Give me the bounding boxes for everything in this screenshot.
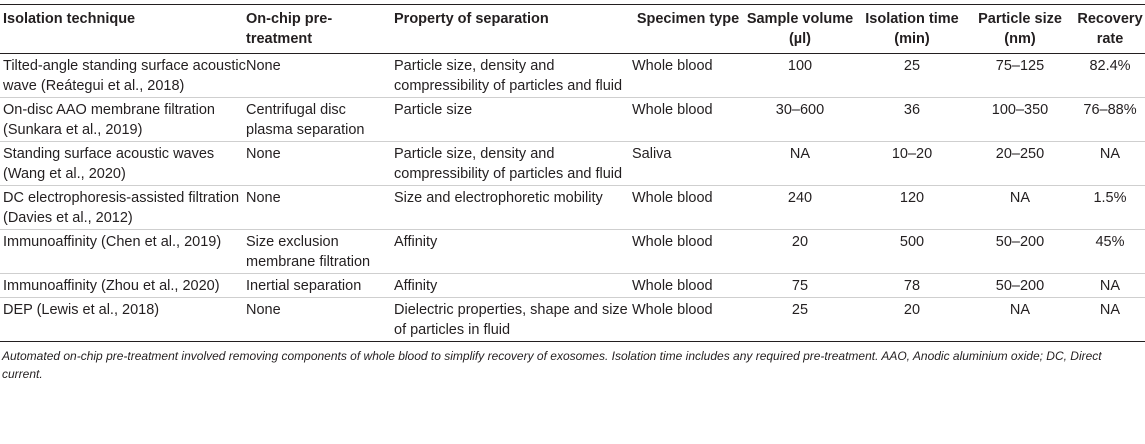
- cell-pretreatment: None: [246, 190, 281, 206]
- cell-technique: Immunoaffinity (Chen et al., 2019): [3, 234, 222, 250]
- cell-time: 500: [899, 234, 925, 250]
- header-on-chip-pretreatment: On-chip pre-treatment: [246, 11, 333, 47]
- cell-property: Affinity: [394, 278, 438, 294]
- cell-property: Particle size, density and compressibility of particles and fluid: [394, 58, 623, 94]
- cell-pretreatment: Size exclusion membrane filtration: [246, 234, 371, 270]
- cell-recovery: 45%: [1095, 234, 1125, 250]
- cell-technique: Immunoaffinity (Zhou et al., 2020): [3, 278, 220, 294]
- cell-recovery: 82.4%: [1089, 58, 1131, 74]
- cell-technique: DEP (Lewis et al., 2018): [3, 302, 160, 318]
- cell-pretreatment: Centrifugal disc plasma separation: [246, 102, 365, 138]
- cell-pretreatment: Inertial separation: [246, 278, 362, 294]
- cell-technique: On-disc AAO membrane filtration (Sunkara et al., 2019): [3, 102, 215, 138]
- cell-property: Particle size: [394, 102, 473, 118]
- cell-recovery: NA: [1099, 146, 1121, 162]
- table-row: [0, 186, 1145, 230]
- cell-particle-size: 20–250: [995, 146, 1045, 162]
- cell-time: 20: [903, 302, 921, 318]
- comparison-table: [0, 4, 1145, 342]
- cell-volume: 30–600: [775, 102, 825, 118]
- cell-particle-size: 100–350: [991, 102, 1049, 118]
- cell-property: Size and electrophoretic mobility: [394, 190, 603, 206]
- cell-particle-size: NA: [1009, 190, 1031, 206]
- header-isolation-technique: Isolation technique: [3, 11, 136, 27]
- cell-volume: 20: [791, 234, 809, 250]
- table-row: [0, 54, 1145, 98]
- cell-pretreatment: None: [246, 302, 281, 318]
- cell-particle-size: 75–125: [995, 58, 1045, 74]
- table-footnote: Automated on-chip pre-treatment involved removing components of whole blood to simplify recovery of exosomes. Isolation time includes any required pre-treatment. AAO, Anodic aluminium oxide; DC, Direct current.: [2, 349, 1102, 381]
- cell-particle-size: 50–200: [995, 234, 1045, 250]
- cell-specimen: Whole blood: [632, 190, 713, 206]
- cell-recovery: NA: [1099, 302, 1121, 318]
- cell-technique: DC electrophoresis-assisted filtration (Davies et al., 2012): [3, 190, 240, 226]
- cell-pretreatment: None: [246, 58, 281, 74]
- header-property-of-separation: Property of separation: [394, 11, 549, 27]
- cell-technique: Standing surface acoustic waves (Wang et al., 2020): [3, 146, 215, 182]
- cell-property: Dielectric properties, shape and size of particles in fluid: [394, 302, 628, 338]
- header-row: [0, 5, 1145, 54]
- cell-volume: 100: [787, 58, 813, 74]
- cell-specimen: Whole blood: [632, 302, 713, 318]
- cell-time: 120: [899, 190, 925, 206]
- table-row: [0, 230, 1145, 274]
- cell-volume: 25: [791, 302, 809, 318]
- cell-property: Particle size, density and compressibility of particles and fluid: [394, 146, 623, 182]
- cell-particle-size: NA: [1009, 302, 1031, 318]
- cell-volume: 75: [791, 278, 809, 294]
- cell-specimen: Whole blood: [632, 58, 713, 74]
- cell-recovery: NA: [1099, 278, 1121, 294]
- header-specimen-type: Specimen type: [636, 11, 740, 27]
- cell-specimen: Saliva: [632, 146, 672, 162]
- header-recovery-rate: Recovery rate: [1077, 11, 1143, 47]
- cell-time: 25: [903, 58, 921, 74]
- cell-time: 36: [903, 102, 921, 118]
- header-sample-volume: Sample volume (µl): [746, 11, 854, 47]
- cell-property: Affinity: [394, 234, 438, 250]
- table-row: [0, 98, 1145, 142]
- cell-technique: Tilted-angle standing surface acoustic wave (Reátegui et al., 2018): [3, 58, 246, 94]
- header-particle-size: Particle size (nm): [978, 11, 1062, 47]
- table-row: [0, 142, 1145, 186]
- cell-specimen: Whole blood: [632, 278, 713, 294]
- cell-recovery: 1.5%: [1093, 190, 1127, 206]
- cell-time: 78: [903, 278, 921, 294]
- cell-pretreatment: None: [246, 146, 281, 162]
- cell-particle-size: 50–200: [995, 278, 1045, 294]
- table-row: [0, 274, 1145, 298]
- header-isolation-time: Isolation time (min): [865, 11, 959, 47]
- cell-specimen: Whole blood: [632, 234, 713, 250]
- cell-volume: NA: [789, 146, 811, 162]
- cell-time: 10–20: [891, 146, 933, 162]
- cell-specimen: Whole blood: [632, 102, 713, 118]
- table-row: [0, 298, 1145, 342]
- cell-volume: 240: [787, 190, 813, 206]
- cell-recovery: 76–88%: [1083, 102, 1137, 118]
